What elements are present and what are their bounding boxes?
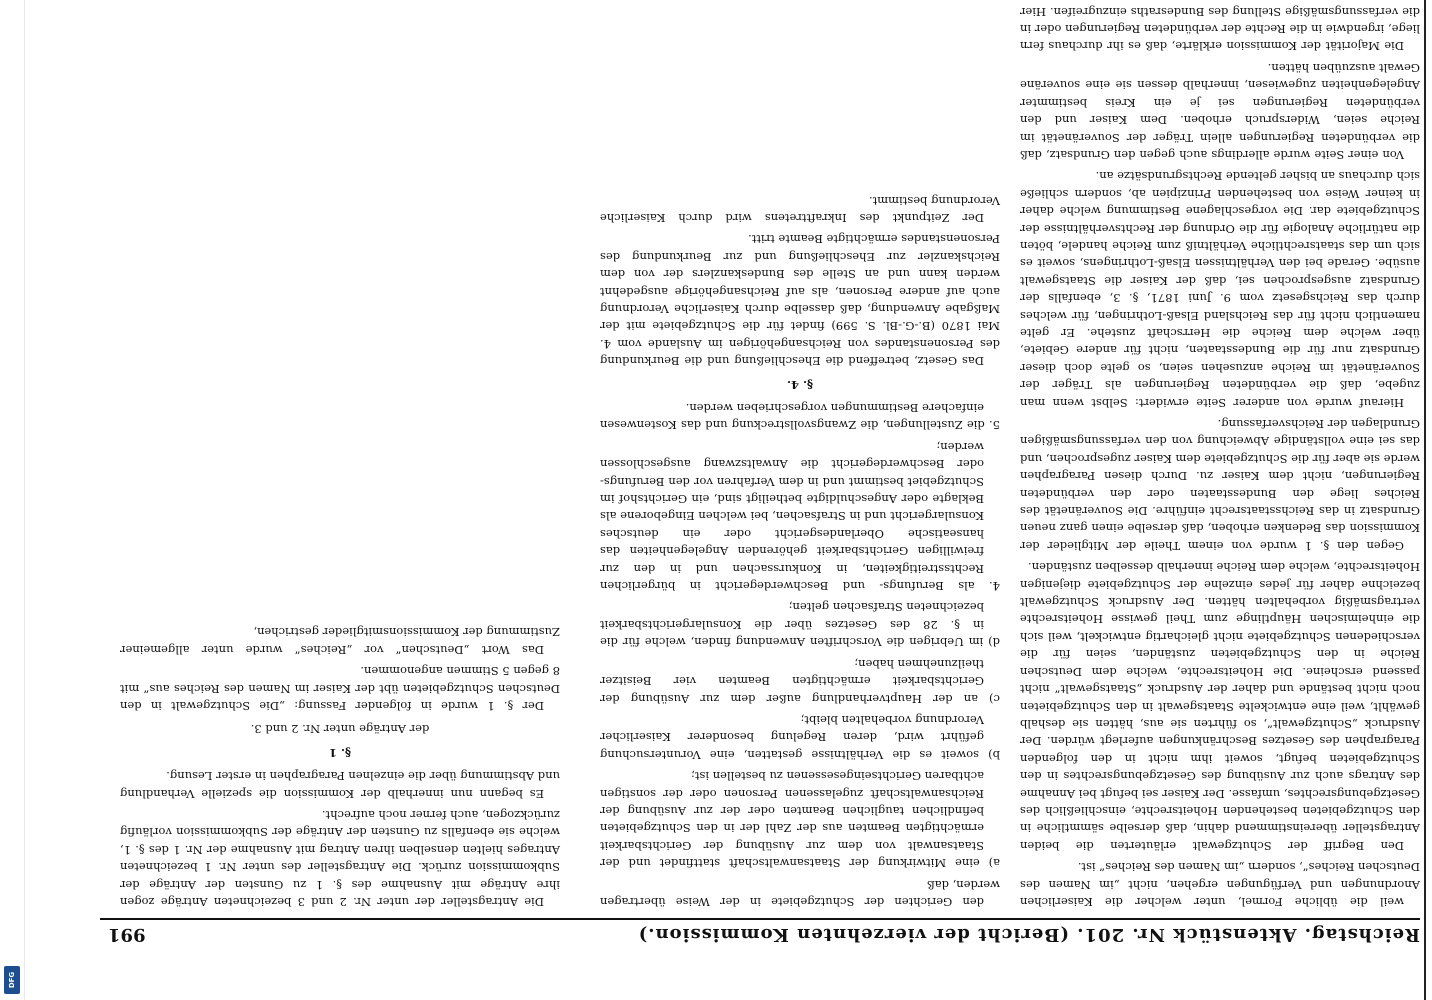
paragraph: Der Zeitpunkt des Inkrafttretens wird durch Kaiserliche Verordnung bestimmt. bbox=[600, 193, 1000, 225]
list-item: b) soweit es die Verhältnisse gestatten, eine Voruntersuchung geführt wird, deren Regelung besonderer Kaiserlicher Verordnung vorbehalten bleibt; bbox=[600, 712, 1000, 762]
text-column-2 bbox=[600, 60, 1000, 910]
dfg-logo-icon: DFG bbox=[4, 966, 20, 994]
footer-strip bbox=[0, 0, 25, 1000]
page-edge-rule bbox=[1424, 0, 1426, 1000]
page-header bbox=[100, 918, 1420, 950]
text-column-3 bbox=[120, 60, 560, 910]
list-item: d) im Uebrigen die Vorschriften Anwendung finden, welche für die in §. 28 des Gesetzes über die Konsulargerichtsbarkeit bezeichneten Strafsachen gelten; bbox=[600, 600, 1000, 650]
paragraph: Das Wort „Deutschen“ vor „Reiches“ wurde unter allgemeiner Zustimmung der Kommissionsmitglieder gestrichen, bbox=[120, 625, 560, 657]
text-column-1 bbox=[1020, 4, 1420, 910]
paragraph: Es begann nun innerhalb der Kommission die spezielle Verhandlung und Abstimmung über die einzelnen Paragraphen in erster Lesung. bbox=[120, 769, 560, 801]
list-item: 5. die Zustellungen, die Zwangsvollstreckung und das Kostenwesen einfachere Bestimmungen vorgeschrieben werden. bbox=[600, 401, 1000, 433]
section-heading: §. 1 bbox=[328, 745, 352, 760]
list-item: 4. als Berufungs- und Beschwerdegericht in bürgerlichen Rechtsstreitigkeiten, in Konkurssachen und in den zur freiwilligen Gerichtsbarkeit gehörenden Angelegenheiten das hanseatische Oberlandesgericht oder ein deutsches Konsulargericht und in Strafsachen, bei welchen Eingeborene als Beklagte oder Angeschuldigte betheiligt sind, ein Gerichtshof im Schutzgebiet bestimmt und in dem Verfahren vor den Berufungs- oder Beschwerdegericht die Anwaltszwang ausgeschlossen werden; bbox=[600, 439, 1000, 594]
page-number: 991 bbox=[108, 924, 146, 946]
section-heading: §. 4. bbox=[786, 377, 814, 392]
paragraph: Die Majorität der Kommission erklärte, daß es ihr durchaus fern liege, irgendwie in die Rechte der verbündeten Regierungen oder in die verfassungsmäßige Stellung des Bundesraths einzugreifen. Hier bbox=[1020, 4, 1420, 54]
paragraph: weil die übliche Formel, unter welcher die Kaiserlichen Anordnungen und Verfügungen ergehen, nicht „im Namen des Deutschen Reiches“, sondern „im Namen des Reiches“ ist. bbox=[1020, 860, 1420, 909]
digitization-credit bbox=[0, 360, 2, 960]
paragraph: Das Gesetz, betreffend die Eheschließung und die Beurkundung des Personenstandes von Reichsangehörigen im Auslande vom 4. Mai 1870 (B.-G.-Bl. S. 599) findet für die Schutzgebiete mit der Maßgabe Anwendung, daß dasselbe durch Kaiserliche Verordnung auch auf andere Personen, als auf Reichsangehörige ausgedehnt werden kann und an Stelle des Bundeskanzlers der von dem Reichskanzler zur Eheschließung und zur Beurkundung des Personenstandes ermächtigte Beamte tritt. bbox=[600, 232, 1000, 369]
page-title: Reichstag. Aktenstück Nr. 201. (Bericht der vierzehnten Kommission.) bbox=[637, 924, 1420, 946]
paragraph: Den Begriff der Schutzgewalt erläuterten die beiden Antragsteller übereinstimmend dahin, daß derselbe sämmtliche in den Schutzgebieten bestehenden Hoheitsrechte, einschließlich des Gesetzgebungsrechtes, umfasse. Der Kaiser sei befugt bei Annahme des Antrags auch zur Ausübung des Gesetzgebungsrechtes in den Schutzgebieten befugt, soweit ihm nicht in den folgenden Paragraphen des Gesetzes Beschränkungen auferlegt würden. Der Ausdruck „Schutzgewalt“, so führten sie aus, hätten sie deshalb gewählt, weil eine entwickelte Staatsgewalt in den Schutzgebieten noch nicht bestände und daher der Ausdruck „Staatsgewalt“ nicht passend erscheine. Die Hoheitsrechte, welche dem Deutschen Reiche in den Schutzgebieten zuständen, seien für die verschiedenen Schutzgebiete nicht gleichartig entwickelt, weil sich die einheimischen Häuptlinge zum Theil gewisse Hoheitsrechte vertragsmäßig vorbehalten hätten. Der Ausdruck Schutzgewalt bezeichne daher für jedes einzelne der Schutzgebiete diejenigen Hoheitsrechte, welche dem Reiche innerhalb desselben zuständen. bbox=[1020, 560, 1420, 853]
list-item: a) eine Mitwirkung der Staatsanwaltschaft stattfindet und der Staatsanwalt von dem zur Ausübung der Gerichtsbarkeit ermächtigten Beamten aus der Zahl der in den Schutzgebieten befindlichen tauglichen Beamten oder der zur Ausübung der Reichsanwaltschaft zugelassenen Personen oder der sonstigen achtbaren Gerichtseingesessenen zu bestellen ist; bbox=[600, 769, 1000, 871]
paragraph: Der §. 1 wurde in folgender Fassung: „Die Schutzgewalt in den Deutschen Schutzgebieten übt der Kaiser im Namen des Reiches aus“ mit 8 gegen 5 Stimmen angenommen. bbox=[120, 664, 560, 713]
section-subheading: der Anträge unter Nr. 2 und 3. bbox=[250, 722, 430, 737]
paragraph: Gegen den §. 1 wurde von einem Theile der Mitglieder der Kommission das Bedenken erhoben, daß derselbe einen ganz neuen Grundsatz in das Reichsstaatsrecht einführe. Die Souveränetät des Reiches liege den Bundesstaaten oder den verbündeten Regierungen, nicht dem Kaiser zu. Durch diesen Paragraphen werde sie aber für die Schutzgebiete dem Kaiser zugesprochen, und das sei eine vollständige Abweichung von den verfassungsmäßigen Grundlagen der Reichsverfassung. bbox=[1020, 417, 1420, 553]
document-page bbox=[100, 4, 1420, 950]
paragraph: Die Antragsteller der unter Nr. 2 und 3 bezeichneten Anträge zogen ihre Anträge mit Ausnahme des §. 1 zu Gunsten der Anträge der Subkommission zurück. Die Antragsteller des unter Nr. 1 bezeichneten Antrages hielten denselben ihren Antrag mit Ausnahme der Nr. 1 des §. 1, welche sie ebenfalls zu Gunsten der Anträge der Subkommission vorläufig zurückzogen, auch ferner noch aufrecht. bbox=[120, 807, 560, 909]
paragraph: Von einer Seite wurde allerdings auch gegen den Grundsatz, daß die verbündeten Regierungen allein Träger der Souveränetät im Reiche seien, Widerspruch erhoben. Dem Kaiser und den verbündeten Regierungen sei je ein Kreis bestimmter Angelegenheiten zugewiesen, innerhalb dessen sie eine souveräne Gewalt auszuüben hätten. bbox=[1020, 60, 1420, 162]
paragraph: Hierauf wurde von anderer Seite erwidert: Selbst wenn man zugebe, daß die verbündeten Regierungen als Träger der Souveränetät im Reiche anzusehen seien, so gelte doch dieser Grundsatz nur für die Bundesstaaten, nicht für andere Gebiete, über welche dem Reiche die Herrschaft zustehe. Er gelte namentlich nicht für das Reichsland Elsaß-Lothringen, für welches durch das Reichsgesetz vom 9. Juni 1871, §. 3, ebenfalls der Grundsatz ausgesprochen sei, daß der Kaiser die Staatsgewalt ausübe. Gerade bei den Verhältnissen Elsaß-Lothringens, soweit es sich um das staatsrechtliche Verhältniß zum Reiche handele, böten die natürliche Analogie für die Ordnung der Rechtsverhältnisse der Schutzgebiete dar. Die vorgeschlagene Bestimmung welche daher in keiner Weise von bestehenden Prinzipien ab, sondern schließe sich durchaus an bisher geltende Rechtsgrundsätze an. bbox=[1020, 169, 1420, 410]
list-item: c) an der Hauptverhandlung außer dem zur Ausübung der Gerichtsbarkeit ermächtigten Beamten vier Beisitzer theilzunehmen haben; bbox=[600, 656, 1000, 706]
paragraph: den Gerichten der Schutzgebiete in der Weise übertragen werden, daß bbox=[600, 877, 1000, 909]
